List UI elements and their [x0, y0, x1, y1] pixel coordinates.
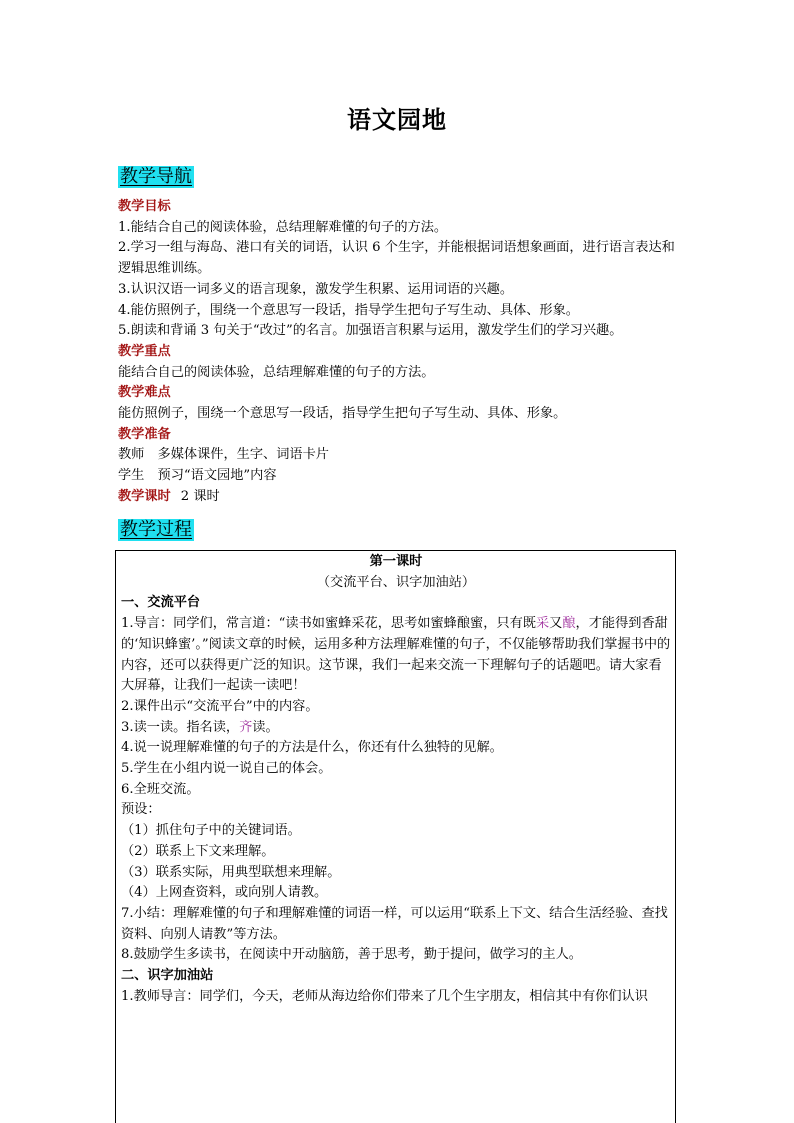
- step-3-text-b: 读。: [252, 719, 279, 735]
- step-6: 6.全班交流。: [121, 781, 200, 797]
- step-3: [121, 718, 671, 739]
- difficulty-label: 教学难点: [118, 385, 171, 401]
- hours-value: 2 课时: [180, 488, 220, 504]
- step-3-purple: 齐: [239, 719, 253, 735]
- key-label: 教学重点: [118, 343, 171, 359]
- step-1-text-a: 1.导言：同学们，常言道：“读书如蜜蜂采花，思考如蜜蜂酿蜜，只有既: [121, 616, 536, 632]
- prep-teacher: 教师 多媒体课件，生字、词语卡片: [118, 447, 329, 463]
- step-4: 4.说一说理解难懂的句子的方法是什么，你还有什么独特的见解。: [121, 740, 503, 756]
- goal-item: 1.能结合自己的阅读体验，总结理解难懂的句子的方法。: [118, 219, 448, 235]
- prep-label: 教学准备: [118, 426, 171, 442]
- step-1-purple-b: 酿: [562, 616, 576, 632]
- step-1-text-b: 又: [549, 616, 563, 632]
- goal-item: 2.学习一组与海岛、港口有关的词语，认识 6 个生字，并能根据词语想象画面，进行语言表达和逻辑思维训练。: [118, 240, 675, 277]
- step-2: 2.课件出示“交流平台”中的内容。: [121, 698, 319, 714]
- step-1-purple-a: 采: [535, 616, 550, 632]
- process-table: [115, 550, 676, 1123]
- section-heading-guide: 教学导航: [120, 166, 192, 187]
- step-3-text-a: 3.读一读。指名读，: [121, 719, 240, 735]
- step-1-text-c: ，才能得到香甜的‘知识蜂蜜’。”阅读文章的时候，运用多种方法理解难懂的句子，不仅能够帮助我们掌握书中的内容，还可以获得更广泛的知识。这节课，我们一起来交流一下理解句子的话题吧。请大家看大屏幕，让我们一起读一读吧！: [121, 616, 671, 694]
- lesson-subtitle: （交流平台、识字加油站）: [316, 574, 476, 590]
- prep-student: 学生 预习“语文园地”内容: [118, 468, 277, 484]
- preset-label: 预设：: [121, 802, 161, 818]
- hours-row: [118, 487, 678, 508]
- section-heading-process: 教学过程: [120, 519, 192, 540]
- part1-heading: 一、交流平台: [121, 595, 201, 611]
- step-1: [121, 614, 671, 697]
- preset-item: （4）上网查资料，或向别人请教。: [121, 885, 328, 901]
- goal-item: 5.朗读和背诵 3 句关于“改过”的名言。加强语言积累与运用，激发学生们的学习兴趣。: [118, 323, 623, 339]
- goal-item: 3.认识汉语一词多义的语言现象，激发学生积累、运用词语的兴趣。: [118, 281, 514, 297]
- lesson-title: 第一课时: [369, 554, 423, 569]
- goals-label: 教学目标: [118, 199, 171, 214]
- hours-label: 教学课时: [118, 488, 171, 504]
- step-8: 8.鼓励学生多读书，在阅读中开动脑筋，善于思考，勤于提问，做学习的主人。: [121, 947, 582, 963]
- key-text: 能结合自己的阅读体验，总结理解难懂的句子的方法。: [118, 364, 435, 380]
- part2-heading: 二、识字加油站: [121, 968, 214, 984]
- step-5: 5.学生在小组内说一说自己的体会。: [121, 761, 332, 777]
- preset-item: （2）联系上下文来理解。: [121, 843, 275, 859]
- preset-item: （3）联系实际，用典型联想来理解。: [121, 864, 341, 880]
- teaching-plan: [118, 197, 678, 508]
- step-7: 7.小结：理解难懂的句子和理解难懂的词语一样，可以运用“联系上下文、结合生活经验、查找资料、向别人请教”等方法。: [121, 905, 668, 942]
- preset-item: （1）抓住句子中的关键词语。: [121, 823, 301, 839]
- step-9: 1.教师导言：同学们，今天，老师从海边给你们带来了几个生字朋友，相信其中有你们认识: [121, 988, 648, 1004]
- difficulty-text: 能仿照例子，围绕一个意思写一段话，指导学生把句子写生动、具体、形象。: [118, 406, 567, 422]
- page-title: 语文园地: [347, 106, 447, 134]
- goal-item: 4.能仿照例子，围绕一个意思写一段话，指导学生把句子写生动、具体、形象。: [118, 302, 579, 318]
